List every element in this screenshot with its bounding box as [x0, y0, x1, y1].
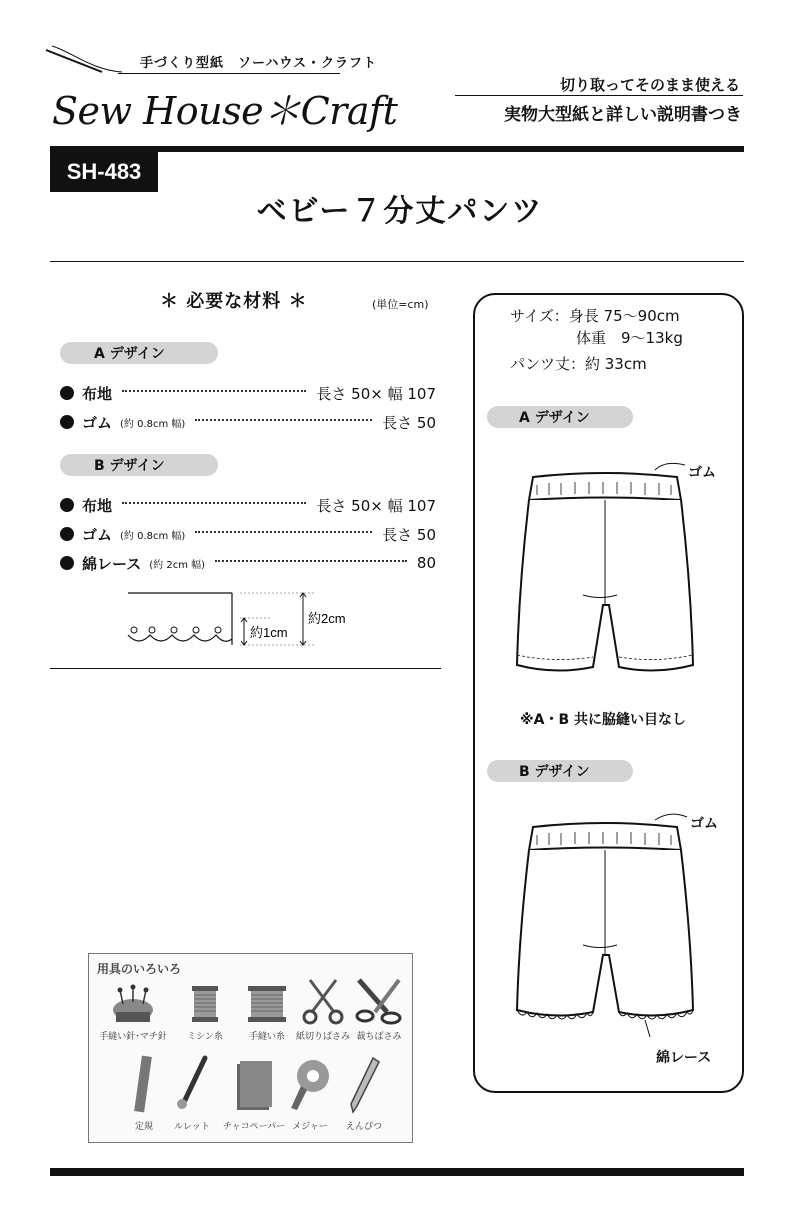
size-height: サイズ：身長 75〜90cm [510, 307, 680, 325]
bullet-icon [60, 498, 74, 512]
page-title: ベビー７分丈パンツ [256, 194, 544, 229]
tool-item: メジャー [275, 1054, 345, 1132]
lace-diagram [120, 585, 360, 655]
bullet-icon [60, 527, 74, 541]
bullet-icon [60, 556, 74, 570]
tagline-rule [455, 95, 743, 96]
machine-thread-icon [180, 982, 230, 1026]
tool-item: チャコペーパー [209, 1054, 299, 1132]
brand-logo: Sew House＊Craft [52, 89, 398, 133]
title-divider [50, 261, 744, 262]
tool-item: ミシン糸 [165, 982, 245, 1042]
material-row: ゴム (約 0.8cm 幅) 長さ 50 [60, 523, 436, 545]
tools-title: 用具のいろいろ [97, 962, 182, 976]
pencil-icon [339, 1054, 389, 1116]
pants-length: パンツ丈：約 33cm [510, 355, 647, 373]
material-row: 布地 長さ 50× 幅 107 [60, 494, 436, 516]
design-b-label: B デザイン [60, 454, 218, 476]
tool-item: 裁ちばさみ [339, 976, 419, 1042]
brand-subtitle: 手づくり型紙 ソーハウス・クラフト [140, 56, 377, 71]
design-a-label: A デザイン [60, 342, 218, 364]
tool-item: 手縫い糸 [227, 982, 307, 1042]
tool-item: 紙切りばさみ [283, 976, 363, 1042]
product-code: SH-483 [50, 152, 158, 192]
tape-measure-icon [285, 1054, 335, 1116]
seam-note: ※A・B 共に脇縫い目なし [520, 712, 686, 728]
footer-divider [50, 1168, 744, 1176]
pants-a-illustration [505, 455, 705, 685]
pincushion-icon [108, 982, 158, 1026]
bullet-icon [60, 386, 74, 400]
brand-rule [118, 73, 340, 74]
bullet-icon [60, 415, 74, 429]
elastic-callout-b: ゴム [690, 816, 718, 832]
tagline-primary: 切り取ってそのまま使える [559, 76, 740, 94]
elastic-callout-a: ゴム [688, 465, 716, 481]
design-a-tag: A デザイン [487, 406, 633, 428]
materials-divider [50, 668, 441, 669]
chalk-paper-icon [229, 1054, 279, 1116]
tool-item: 手縫い針･マチ針 [93, 982, 173, 1042]
tool-item: ルレット [157, 1054, 227, 1132]
fabric-shears-icon [353, 976, 405, 1026]
tool-item: えんぴつ [329, 1054, 399, 1132]
material-row: 布地 長さ 50× 幅 107 [60, 382, 436, 404]
tagline-secondary: 実物大型紙と詳しい説明書つき [504, 105, 742, 125]
lace-inner-dimension: 約1cm [250, 625, 288, 640]
unit-note: (単位=cm) [372, 298, 429, 311]
needle-thread-icon [42, 42, 132, 82]
materials-heading: ＊ 必要な材料 ＊ [160, 291, 308, 312]
material-row: 綿レース (約 2cm 幅) 80 [60, 552, 436, 574]
lace-callout: 綿レース [656, 1050, 712, 1066]
size-weight: 体重 9〜13kg [576, 329, 683, 347]
tools-box [88, 953, 413, 1143]
lace-outer-dimension: 約2cm [308, 611, 346, 626]
tool-item: 定規 [109, 1054, 179, 1132]
design-b-tag: B デザイン [487, 760, 633, 782]
pants-b-illustration [505, 805, 705, 1040]
material-row: ゴム (約 0.8cm 幅) 長さ 50 [60, 411, 436, 433]
